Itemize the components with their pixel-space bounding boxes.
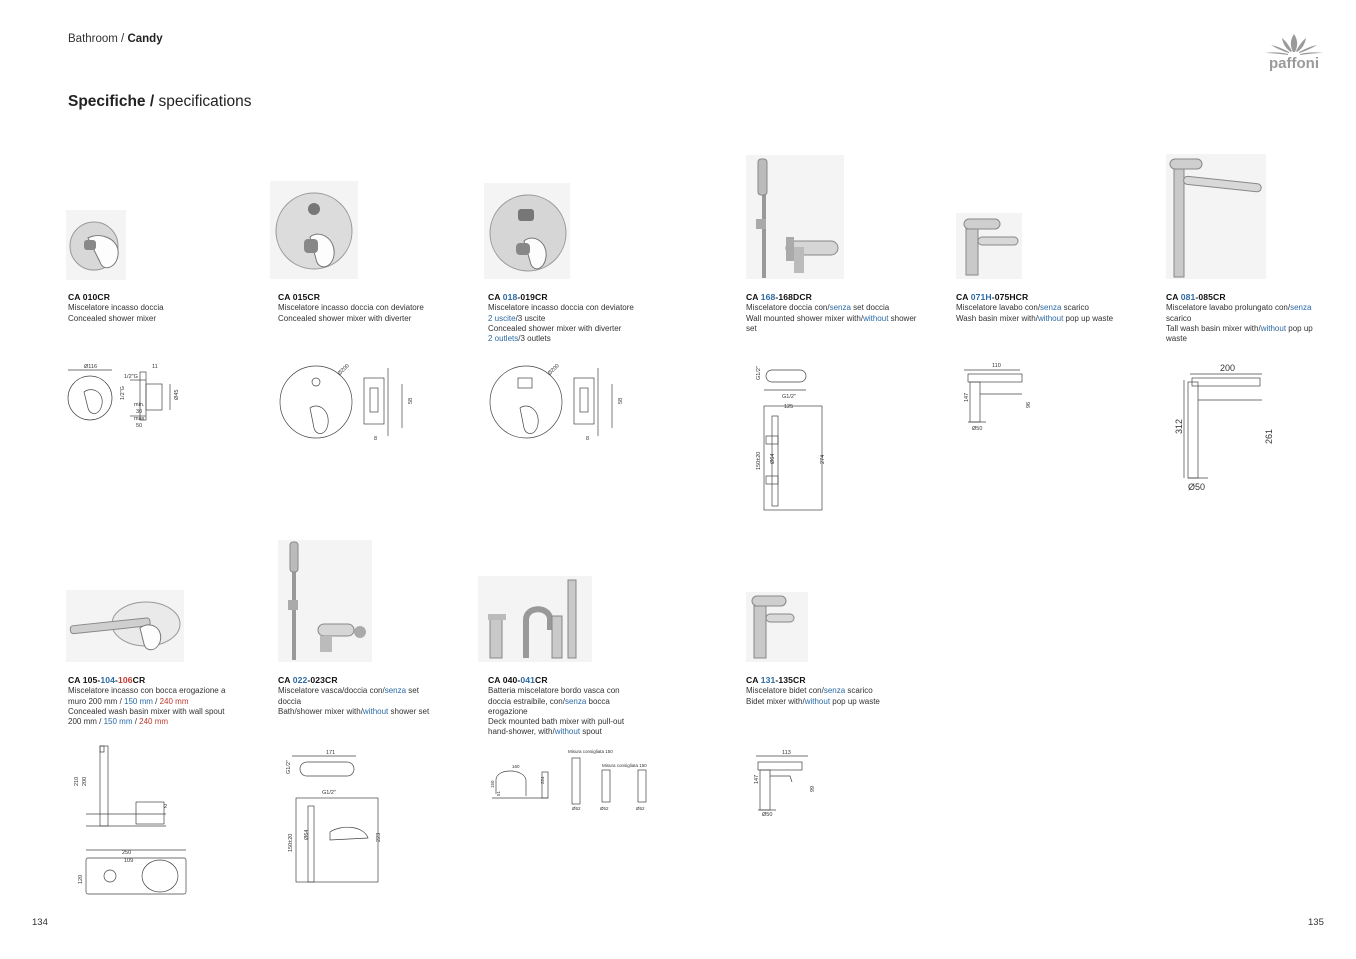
product-desc-it: Miscelatore incasso doccia — [68, 303, 164, 313]
breadcrumb-collection: Candy — [127, 33, 163, 45]
svg-text:G1/2": G1/2" — [756, 366, 762, 380]
product-code: CA 022-023CR — [278, 675, 338, 685]
product-desc-it: Miscelatore incasso doccia con deviatore — [278, 303, 424, 313]
product-image-ca168 — [746, 155, 844, 279]
product-code: CA 131-135CR — [746, 675, 806, 685]
svg-text:1/2"G: 1/2"G — [124, 374, 138, 380]
product-image-ca071h — [956, 213, 1022, 279]
svg-text:8: 8 — [586, 436, 590, 442]
product-ca022 — [278, 675, 444, 717]
svg-text:11: 11 — [152, 364, 158, 370]
technical-drawing-ca105 — [66, 742, 186, 896]
svg-text:99: 99 — [810, 785, 816, 792]
product-code: CA 015CR — [278, 292, 321, 302]
svg-text:50: 50 — [136, 423, 143, 429]
product-code: CA 010CR — [68, 292, 111, 302]
product-desc-en: Concealed shower mixer with diverter — [278, 313, 412, 323]
svg-text:max: max — [134, 416, 145, 422]
svg-text:Ø50: Ø50 — [972, 426, 983, 432]
svg-text:250: 250 — [122, 850, 132, 856]
product-ca071h — [956, 292, 1134, 324]
product-ca105 — [68, 675, 238, 727]
product-ca081 — [1166, 292, 1326, 344]
technical-drawing-ca071h — [956, 360, 1032, 434]
product-image-ca081 — [1166, 154, 1266, 279]
product-desc-en: Deck mounted bath mixer with pull-out hand-shower, with/without spout — [488, 717, 625, 737]
svg-text:150: 150 — [490, 780, 495, 788]
technical-drawing-ca018 — [488, 360, 628, 444]
product-code: CA 040-041CR — [488, 675, 548, 685]
product-image-ca018 — [484, 183, 570, 279]
svg-text:150±20: 150±20 — [756, 451, 762, 470]
svg-text:113: 113 — [782, 750, 791, 756]
svg-text:Ø52: Ø52 — [572, 806, 581, 811]
svg-text:Ø200: Ø200 — [336, 363, 351, 377]
product-code: CA 105-104-106CR — [68, 675, 146, 685]
svg-text:Ø52: Ø52 — [636, 806, 645, 811]
svg-text:Ø116: Ø116 — [84, 364, 98, 370]
svg-text:Ø64: Ø64 — [304, 829, 310, 840]
svg-text:200: 200 — [82, 776, 88, 786]
svg-text:Ø64: Ø64 — [770, 453, 776, 464]
product-ca131 — [746, 675, 924, 707]
product-image-ca105 — [66, 590, 184, 662]
svg-text:210: 210 — [74, 776, 80, 786]
product-code: CA 018-019CR — [488, 292, 548, 302]
product-code: CA 168-168DCR — [746, 292, 812, 302]
svg-text:G1/2": G1/2" — [322, 790, 336, 796]
product-desc-en: Wash basin mixer with/without pop up waste — [956, 313, 1114, 323]
svg-text:G1/2": G1/2" — [286, 760, 292, 774]
svg-text:Ø50: Ø50 — [1188, 482, 1206, 492]
svg-text:30: 30 — [136, 409, 143, 415]
product-image-ca131 — [746, 592, 808, 662]
svg-text:G1/2": G1/2" — [782, 394, 796, 400]
svg-text:51: 51 — [496, 790, 501, 796]
product-desc-it: Miscelatore vasca/doccia con/senza set doccia — [278, 686, 419, 706]
page-number-left: 134 — [32, 917, 48, 928]
svg-text:Ø50: Ø50 — [762, 812, 773, 818]
product-desc-it: Miscelatore incasso con bocca erogazione a muro 200 mm / 150 mm / 240 mm — [68, 686, 226, 706]
svg-text:2: 2 — [164, 804, 168, 810]
page-number-right: 135 — [1308, 917, 1324, 928]
product-desc-it: Miscelatore incasso doccia con deviatore — [488, 303, 634, 313]
svg-text:160: 160 — [512, 764, 520, 769]
product-code: CA 071H-075HCR — [956, 292, 1029, 302]
technical-drawing-ca131 — [746, 746, 818, 820]
svg-text:171: 171 — [326, 750, 336, 756]
svg-text:110: 110 — [992, 363, 1001, 369]
svg-text:274: 274 — [820, 454, 826, 464]
product-desc-en: Bath/shower mixer with/without shower set — [278, 706, 430, 716]
svg-text:224: 224 — [540, 776, 545, 784]
product-desc-en: Concealed wash basin mixer with wall spout 200 mm / 150 mm / 240 mm — [68, 706, 225, 727]
svg-text:Ø200: Ø200 — [546, 363, 561, 377]
breadcrumb-section: Bathroom — [68, 33, 118, 45]
product-image-ca040 — [478, 576, 592, 662]
svg-text:312: 312 — [1174, 418, 1184, 434]
svg-text:109: 109 — [124, 858, 134, 864]
product-ca018: CA 018-019CR Miscelatore incasso doccia con deviatore 2 uscite/3 uscite Concealed shower mixer with diverter 2 outlets/3 outlets — [488, 292, 666, 344]
page-title: Specifiche / specifications — [68, 93, 252, 110]
paffoni-logo — [1262, 30, 1326, 72]
svg-text:min.: min. — [134, 402, 145, 408]
svg-text:120: 120 — [78, 874, 84, 884]
product-ca168 — [746, 292, 924, 334]
svg-text:150±20: 150±20 — [288, 833, 294, 852]
svg-text:96: 96 — [1026, 401, 1032, 408]
technical-drawing-ca022 — [278, 748, 382, 886]
product-code: CA 081-085CR — [1166, 292, 1226, 302]
product-desc-it: Miscelatore lavabo prolungato con/senza scarico — [1166, 303, 1312, 323]
product-image-ca022 — [278, 540, 372, 662]
product-desc-en: Bidet mixer with/without pop up waste — [746, 696, 880, 706]
product-desc-en: Wall mounted shower mixer with/without shower set — [746, 313, 917, 333]
svg-text:58: 58 — [408, 397, 414, 404]
product-image-ca015 — [270, 181, 358, 279]
product-desc-en: Tall wash basin mixer with/without pop up waste — [1166, 323, 1313, 344]
svg-text:125: 125 — [784, 404, 794, 410]
technical-drawing-ca081 — [1166, 360, 1276, 492]
product-ca040 — [488, 675, 638, 738]
product-desc-it: Miscelatore doccia con/senza set doccia — [746, 303, 890, 313]
technical-drawing-ca040 — [484, 746, 656, 814]
product-ca010 — [68, 292, 246, 324]
svg-text:261: 261 — [1264, 428, 1274, 444]
svg-text:Ø52: Ø52 — [600, 806, 609, 811]
breadcrumb: Bathroom / Candy — [68, 33, 163, 45]
svg-text:200: 200 — [1220, 363, 1236, 373]
product-image-ca010 — [66, 210, 126, 280]
svg-text:8: 8 — [374, 436, 378, 442]
svg-text:223: 223 — [376, 832, 382, 842]
svg-text:147: 147 — [964, 392, 970, 402]
svg-text:Ø45: Ø45 — [174, 389, 180, 400]
brand-name: paffoni — [1269, 55, 1319, 72]
product-desc-it: Miscelatore bidet con/senza scarico — [746, 686, 873, 696]
technical-drawing-ca015 — [278, 360, 418, 444]
technical-drawing-ca168 — [746, 364, 832, 516]
svg-text:58: 58 — [618, 397, 624, 404]
svg-text:Misura consigliata 150: Misura consigliata 150 — [568, 749, 613, 754]
svg-text:147: 147 — [754, 774, 760, 784]
svg-text:1/2"G: 1/2"G — [120, 386, 126, 400]
product-ca015 — [278, 292, 456, 324]
product-desc-it: Miscelatore lavabo con/senza scarico — [956, 303, 1089, 313]
svg-text:Misura consigliata 150: Misura consigliata 150 — [602, 763, 647, 768]
product-desc-it: Batteria miscelatore bordo vasca con doccia estraibile, con/senza bocca erogazione — [488, 686, 620, 716]
product-desc-en: Concealed shower mixer with diverter — [488, 323, 622, 333]
product-desc-en: Concealed shower mixer — [68, 313, 157, 323]
technical-drawing-ca010 — [66, 360, 186, 432]
